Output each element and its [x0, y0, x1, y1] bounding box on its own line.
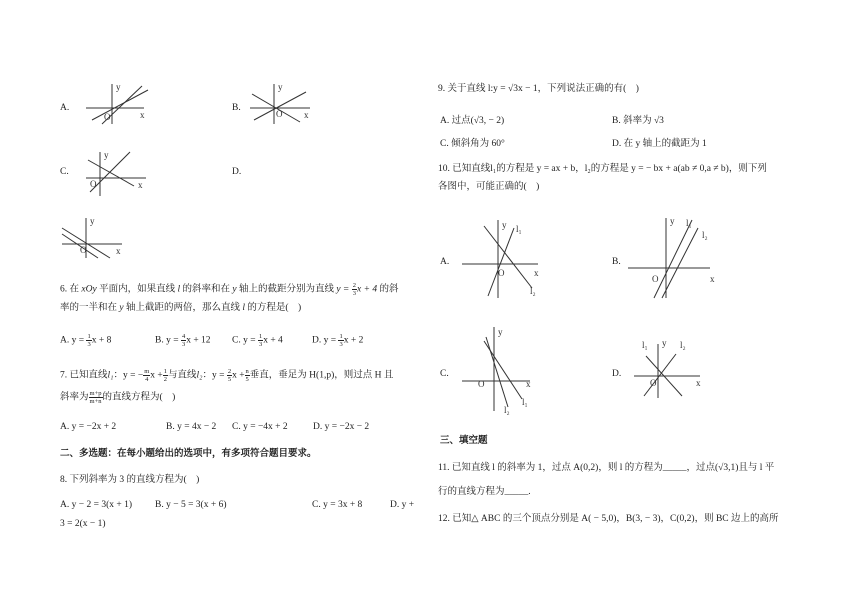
x-axis-label: x [138, 180, 143, 190]
q6-option-c[interactable]: C. y = $\frac{1}{3}$ x + 4 [232, 333, 283, 348]
q5-option-d-label[interactable]: D. [232, 167, 242, 177]
x-axis-label: x [304, 110, 309, 120]
section-2-heading: 二、多选题：在每小题给出的选项中，有多项符合题目要求。 [60, 449, 317, 459]
q8-option-d[interactable]: D. y + [390, 500, 415, 510]
q9-option-c[interactable]: C. 倾斜角为 60° [440, 139, 505, 149]
q9-option-b[interactable]: B. 斜率为 √3 [612, 116, 664, 126]
q6-option-b[interactable]: B. y = $\frac{4}{3}$ x + 12 [155, 333, 211, 348]
y-axis-label: y [662, 338, 667, 348]
q5-option-c-label[interactable]: C. [60, 167, 69, 177]
y-axis-label: y [104, 150, 109, 160]
q9-option-d[interactable]: D. 在 y 轴上的截距为 1 [612, 139, 707, 149]
origin-label: O [276, 109, 283, 119]
q10-graph-d [632, 336, 712, 400]
q9-stem: 9. 关于直线 l:y = √3x − 1，下列说法正确的有( ) [438, 84, 639, 94]
line-l1-label: l₁ [522, 397, 528, 407]
x-axis-label: x [710, 274, 715, 284]
q10-graph-c [460, 325, 540, 415]
q11-stem-line1: 11. 已知直线 l 的斜率为 1，过点 A(0,2)，则 l 的方程为_____，过点(√3,1)且与 l 平 [438, 463, 775, 473]
x-axis-label: x [140, 110, 145, 120]
q7-stem-line2: 斜率为 $\frac{m+p}{m+n}$ 的直线方程为( ) [60, 390, 176, 405]
q6-option-a[interactable]: A. y = $\frac{1}{3}$ x + 8 [60, 333, 112, 348]
origin-label: O [80, 245, 87, 255]
q10-option-d-label[interactable]: D. [612, 369, 622, 379]
origin-label: O [652, 274, 659, 284]
q10-graph-b [626, 214, 718, 300]
y-axis-label: y [498, 327, 503, 337]
line-l1-label: l₁ [686, 218, 692, 228]
q5-option-a-label[interactable]: A. [60, 103, 70, 113]
q8-option-d-cont: 3 = 2(x − 1) [60, 519, 106, 529]
y-axis-label: y [670, 216, 675, 226]
q11-stem-line2: 行的直线方程为_____. [438, 487, 531, 497]
y-axis-label: y [502, 220, 507, 230]
q7-option-c[interactable]: C. y = −4x + 2 [232, 422, 288, 432]
x-axis-label: x [534, 268, 539, 278]
x-axis-label: x [526, 379, 531, 389]
section-3-heading: 三、填空题 [440, 436, 488, 446]
line-l2-label: l₂ [702, 230, 708, 240]
origin-label: O [90, 179, 97, 189]
q8-stem: 8. 下列斜率为 3 的直线方程为( ) [60, 475, 200, 485]
line-l1-label: l₁ [642, 340, 648, 350]
y-axis-label: y [90, 216, 95, 226]
q6-option-d[interactable]: D. y = $\frac{1}{3}$ x + 2 [312, 333, 364, 348]
q5-graph-a [82, 80, 152, 125]
q10-stem-line1: 10. 已知直线l₁的方程是 y = ax + b，l₂的方程是 y = − bx + a(ab ≠ 0,a ≠ b)，则下列 [438, 164, 767, 174]
q8-option-a[interactable]: A. y − 2 = 3(x + 1) [60, 500, 133, 510]
y-axis-label: y [278, 82, 283, 92]
q10-option-b-label[interactable]: B. [612, 257, 621, 267]
q6-stem-line1: 6. 在 xOy 平面内，如果直线 l 的斜率和在 y 轴上的截距分别为直线 y = $\frac{2}{3}$ x + 4 的斜 [60, 282, 399, 297]
q7-option-b[interactable]: B. y = 4x − 2 [166, 422, 217, 432]
q10-option-a-label[interactable]: A. [440, 257, 450, 267]
q7-stem-line1: 7. 已知直线l₁：y = − $\frac{m}{4}$ x + $\frac{1}{2}$ 与直线l₂：y = $\frac{2}{5}$ x + $\frac{n}{5}$ 垂直，垂足为 H(1,p)，则过点 H 且 [60, 368, 394, 383]
q7-option-d[interactable]: D. y = −2x − 2 [313, 422, 370, 432]
q6-stem-line2: 率的一半和在 y 轴上截距的两倍，那么直线 l 的方程是( ) [60, 303, 302, 313]
q5-graph-c [82, 148, 152, 198]
origin-label: O [498, 268, 505, 278]
x-axis-label: x [116, 246, 121, 256]
q7-option-a[interactable]: A. y = −2x + 2 [60, 422, 117, 432]
q5-graph-b [246, 80, 316, 125]
origin-label: O [104, 112, 111, 122]
line-l2-label: l₂ [680, 340, 686, 350]
line-l2-label: l₂ [530, 286, 536, 296]
line-l1-label: l₁ [516, 224, 522, 234]
q10-graph-a [460, 218, 550, 298]
q10-option-c-label[interactable]: C. [440, 369, 449, 379]
q5-graph-d [58, 214, 128, 259]
origin-label: O [478, 379, 485, 389]
q8-option-b[interactable]: B. y − 5 = 3(x + 6) [155, 500, 227, 510]
origin-label: O [650, 378, 657, 388]
line-l2-label: l₂ [504, 405, 510, 415]
q12-stem: 12. 已知△ ABC 的三个顶点分别是 A( − 5,0)，B(3, − 3)，C(0,2)，则 BC 边上的高所 [438, 514, 779, 524]
q5-option-b-label[interactable]: B. [232, 103, 241, 113]
q8-option-c[interactable]: C. y = 3x + 8 [312, 500, 363, 510]
x-axis-label: x [696, 378, 701, 388]
q9-option-a[interactable]: A. 过点(√3, − 2) [440, 116, 505, 126]
q10-stem-line2: 各图中，可能正确的( ) [438, 182, 540, 192]
y-axis-label: y [116, 82, 121, 92]
